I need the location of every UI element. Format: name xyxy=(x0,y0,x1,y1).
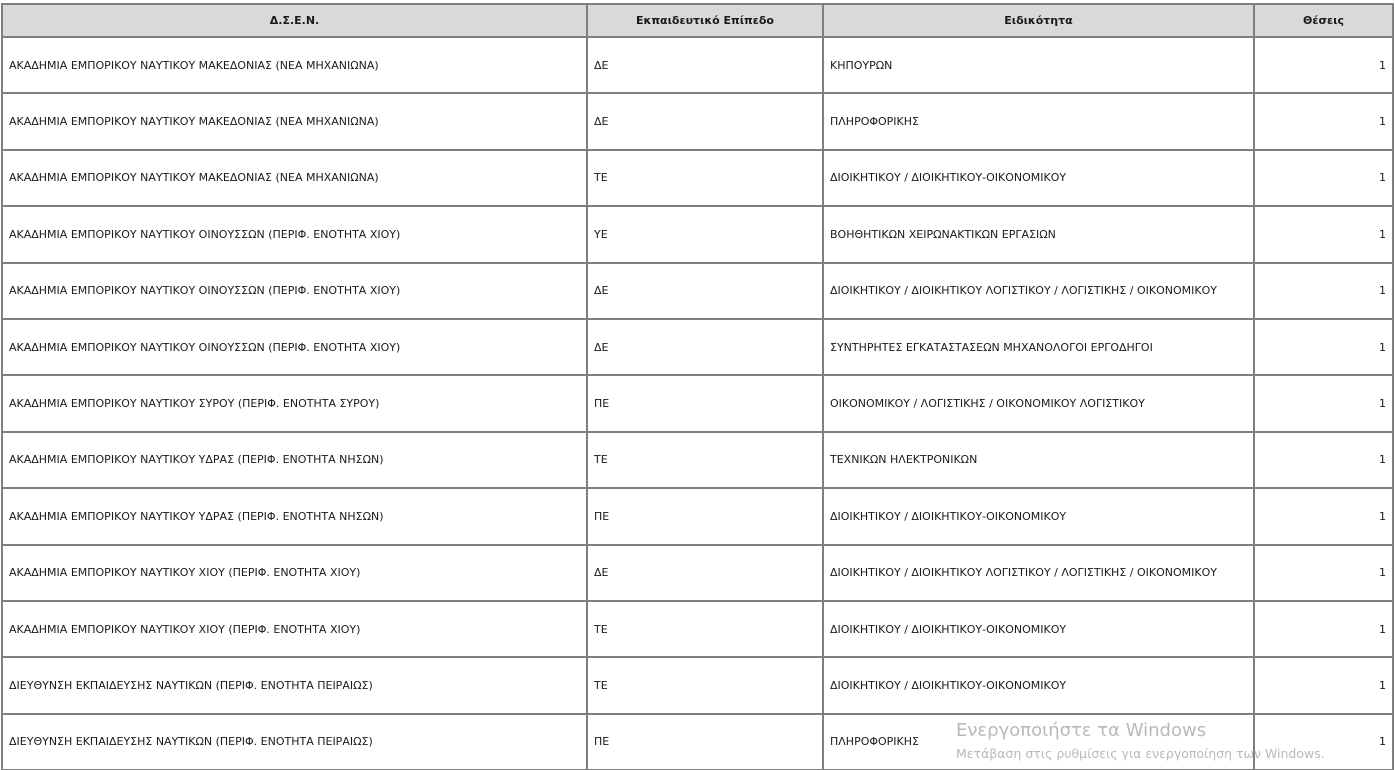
cell-dsen: ΑΚΑΔΗΜΙΑ ΕΜΠΟΡΙΚΟΥ ΝΑΥΤΙΚΟΥ ΣΥΡΟΥ (ΠΕΡΙΦ. ΕΝΟΤΗΤΑ ΣΥΡΟΥ) xyxy=(2,375,587,431)
cell-educational-level: ΤΕ xyxy=(587,601,823,657)
cell-positions: 1 xyxy=(1254,488,1393,544)
cell-dsen: ΔΙΕΥΘΥΝΣΗ ΕΚΠΑΙΔΕΥΣΗΣ ΝΑΥΤΙΚΩΝ (ΠΕΡΙΦ. ΕΝΟΤΗΤΑ ΠΕΙΡΑΙΩΣ) xyxy=(2,657,587,713)
cell-specialty: ΔΙΟΙΚΗΤΙΚΟΥ / ΔΙΟΙΚΗΤΙΚΟΥ-ΟΙΚΟΝΟΜΙΚΟΥ xyxy=(823,150,1254,206)
table-row xyxy=(2,150,1393,206)
cell-educational-level: ΔΕ xyxy=(587,93,823,149)
cell-specialty: ΣΥΝΤΗΡΗΤΕΣ ΕΓΚΑΤΑΣΤΑΣΕΩΝ ΜΗΧΑΝΟΛΟΓΟΙ ΕΡΓΟΔΗΓΟΙ xyxy=(823,319,1254,375)
cell-educational-level: ΠΕ xyxy=(587,488,823,544)
table-row xyxy=(2,714,1393,770)
cell-specialty: ΔΙΟΙΚΗΤΙΚΟΥ / ΔΙΟΙΚΗΤΙΚΟΥ-ΟΙΚΟΝΟΜΙΚΟΥ xyxy=(823,657,1254,713)
cell-dsen: ΑΚΑΔΗΜΙΑ ΕΜΠΟΡΙΚΟΥ ΝΑΥΤΙΚΟΥ ΟΙΝΟΥΣΣΩΝ (ΠΕΡΙΦ. ΕΝΟΤΗΤΑ ΧΙΟΥ) xyxy=(2,319,587,375)
cell-positions: 1 xyxy=(1254,263,1393,319)
cell-educational-level: ΔΕ xyxy=(587,263,823,319)
cell-educational-level: ΔΕ xyxy=(587,545,823,601)
table-row xyxy=(2,375,1393,431)
header-dsen[interactable]: Δ.Σ.Ε.Ν. xyxy=(2,4,587,37)
cell-positions: 1 xyxy=(1254,714,1393,770)
header-educational-level[interactable]: Εκπαιδευτικό Επίπεδο xyxy=(587,4,823,37)
table-row xyxy=(2,37,1393,93)
table-row xyxy=(2,488,1393,544)
cell-dsen: ΑΚΑΔΗΜΙΑ ΕΜΠΟΡΙΚΟΥ ΝΑΥΤΙΚΟΥ ΜΑΚΕΔΟΝΙΑΣ (ΝΕΑ ΜΗΧΑΝΙΩΝΑ) xyxy=(2,150,587,206)
cell-positions: 1 xyxy=(1254,545,1393,601)
header-specialty[interactable]: Ειδικότητα xyxy=(823,4,1254,37)
cell-positions: 1 xyxy=(1254,319,1393,375)
table-row xyxy=(2,93,1393,149)
cell-specialty: ΚΗΠΟΥΡΩΝ xyxy=(823,37,1254,93)
header-positions[interactable]: Θέσεις xyxy=(1254,4,1393,37)
table-row xyxy=(2,545,1393,601)
cell-dsen: ΑΚΑΔΗΜΙΑ ΕΜΠΟΡΙΚΟΥ ΝΑΥΤΙΚΟΥ ΥΔΡΑΣ (ΠΕΡΙΦ. ΕΝΟΤΗΤΑ ΝΗΣΩΝ) xyxy=(2,432,587,488)
table-header xyxy=(2,4,1393,37)
cell-dsen: ΑΚΑΔΗΜΙΑ ΕΜΠΟΡΙΚΟΥ ΝΑΥΤΙΚΟΥ ΟΙΝΟΥΣΣΩΝ (ΠΕΡΙΦ. ΕΝΟΤΗΤΑ ΧΙΟΥ) xyxy=(2,263,587,319)
watermark-title: Ενεργοποιήστε τα Windows xyxy=(956,720,1207,741)
cell-specialty: ΔΙΟΙΚΗΤΙΚΟΥ / ΔΙΟΙΚΗΤΙΚΟΥ ΛΟΓΙΣΤΙΚΟΥ / ΛΟΓΙΣΤΙΚΗΣ / ΟΙΚΟΝΟΜΙΚΟΥ xyxy=(823,545,1254,601)
cell-positions: 1 xyxy=(1254,37,1393,93)
cell-specialty: ΔΙΟΙΚΗΤΙΚΟΥ / ΔΙΟΙΚΗΤΙΚΟΥ ΛΟΓΙΣΤΙΚΟΥ / ΛΟΓΙΣΤΙΚΗΣ / ΟΙΚΟΝΟΜΙΚΟΥ xyxy=(823,263,1254,319)
table-row xyxy=(2,206,1393,262)
watermark-subtitle: Μετάβαση στις ρυθμίσεις για ενεργοποίηση των Windows. xyxy=(956,746,1325,761)
cell-specialty: ΠΛΗΡΟΦΟΡΙΚΗΣ xyxy=(823,93,1254,149)
cell-dsen: ΑΚΑΔΗΜΙΑ ΕΜΠΟΡΙΚΟΥ ΝΑΥΤΙΚΟΥ ΧΙΟΥ (ΠΕΡΙΦ. ΕΝΟΤΗΤΑ ΧΙΟΥ) xyxy=(2,601,587,657)
cell-educational-level: ΠΕ xyxy=(587,714,823,770)
cell-educational-level: ΤΕ xyxy=(587,432,823,488)
table-body xyxy=(2,37,1393,770)
table-row xyxy=(2,432,1393,488)
cell-specialty: ΤΕΧΝΙΚΩΝ ΗΛΕΚΤΡΟΝΙΚΩΝ xyxy=(823,432,1254,488)
table-row xyxy=(2,319,1393,375)
cell-positions: 1 xyxy=(1254,601,1393,657)
cell-positions: 1 xyxy=(1254,432,1393,488)
cell-dsen: ΑΚΑΔΗΜΙΑ ΕΜΠΟΡΙΚΟΥ ΝΑΥΤΙΚΟΥ ΜΑΚΕΔΟΝΙΑΣ (ΝΕΑ ΜΗΧΑΝΙΩΝΑ) xyxy=(2,37,587,93)
cell-positions: 1 xyxy=(1254,150,1393,206)
cell-dsen: ΑΚΑΔΗΜΙΑ ΕΜΠΟΡΙΚΟΥ ΝΑΥΤΙΚΟΥ ΜΑΚΕΔΟΝΙΑΣ (ΝΕΑ ΜΗΧΑΝΙΩΝΑ) xyxy=(2,93,587,149)
header-row xyxy=(2,4,1393,37)
cell-dsen: ΑΚΑΔΗΜΙΑ ΕΜΠΟΡΙΚΟΥ ΝΑΥΤΙΚΟΥ ΥΔΡΑΣ (ΠΕΡΙΦ. ΕΝΟΤΗΤΑ ΝΗΣΩΝ) xyxy=(2,488,587,544)
table-row xyxy=(2,657,1393,713)
cell-specialty: ΟΙΚΟΝΟΜΙΚΟΥ / ΛΟΓΙΣΤΙΚΗΣ / ΟΙΚΟΝΟΜΙΚΟΥ ΛΟΓΙΣΤΙΚΟΥ xyxy=(823,375,1254,431)
table-row xyxy=(2,601,1393,657)
cell-positions: 1 xyxy=(1254,375,1393,431)
cell-educational-level: ΥΕ xyxy=(587,206,823,262)
positions-table xyxy=(1,3,1394,770)
cell-educational-level: ΤΕ xyxy=(587,150,823,206)
cell-positions: 1 xyxy=(1254,206,1393,262)
cell-specialty: ΔΙΟΙΚΗΤΙΚΟΥ / ΔΙΟΙΚΗΤΙΚΟΥ-ΟΙΚΟΝΟΜΙΚΟΥ xyxy=(823,488,1254,544)
cell-specialty: ΒΟΗΘΗΤΙΚΩΝ ΧΕΙΡΩΝΑΚΤΙΚΩΝ ΕΡΓΑΣΙΩΝ xyxy=(823,206,1254,262)
cell-dsen: ΑΚΑΔΗΜΙΑ ΕΜΠΟΡΙΚΟΥ ΝΑΥΤΙΚΟΥ ΧΙΟΥ (ΠΕΡΙΦ. ΕΝΟΤΗΤΑ ΧΙΟΥ) xyxy=(2,545,587,601)
cell-positions: 1 xyxy=(1254,93,1393,149)
cell-dsen: ΑΚΑΔΗΜΙΑ ΕΜΠΟΡΙΚΟΥ ΝΑΥΤΙΚΟΥ ΟΙΝΟΥΣΣΩΝ (ΠΕΡΙΦ. ΕΝΟΤΗΤΑ ΧΙΟΥ) xyxy=(2,206,587,262)
cell-educational-level: ΤΕ xyxy=(587,657,823,713)
cell-positions: 1 xyxy=(1254,657,1393,713)
cell-specialty: ΠΛΗΡΟΦΟΡΙΚΗΣ xyxy=(823,714,1254,770)
cell-educational-level: ΠΕ xyxy=(587,375,823,431)
cell-educational-level: ΔΕ xyxy=(587,37,823,93)
cell-educational-level: ΔΕ xyxy=(587,319,823,375)
cell-dsen: ΔΙΕΥΘΥΝΣΗ ΕΚΠΑΙΔΕΥΣΗΣ ΝΑΥΤΙΚΩΝ (ΠΕΡΙΦ. ΕΝΟΤΗΤΑ ΠΕΙΡΑΙΩΣ) xyxy=(2,714,587,770)
cell-specialty: ΔΙΟΙΚΗΤΙΚΟΥ / ΔΙΟΙΚΗΤΙΚΟΥ-ΟΙΚΟΝΟΜΙΚΟΥ xyxy=(823,601,1254,657)
table-row xyxy=(2,263,1393,319)
